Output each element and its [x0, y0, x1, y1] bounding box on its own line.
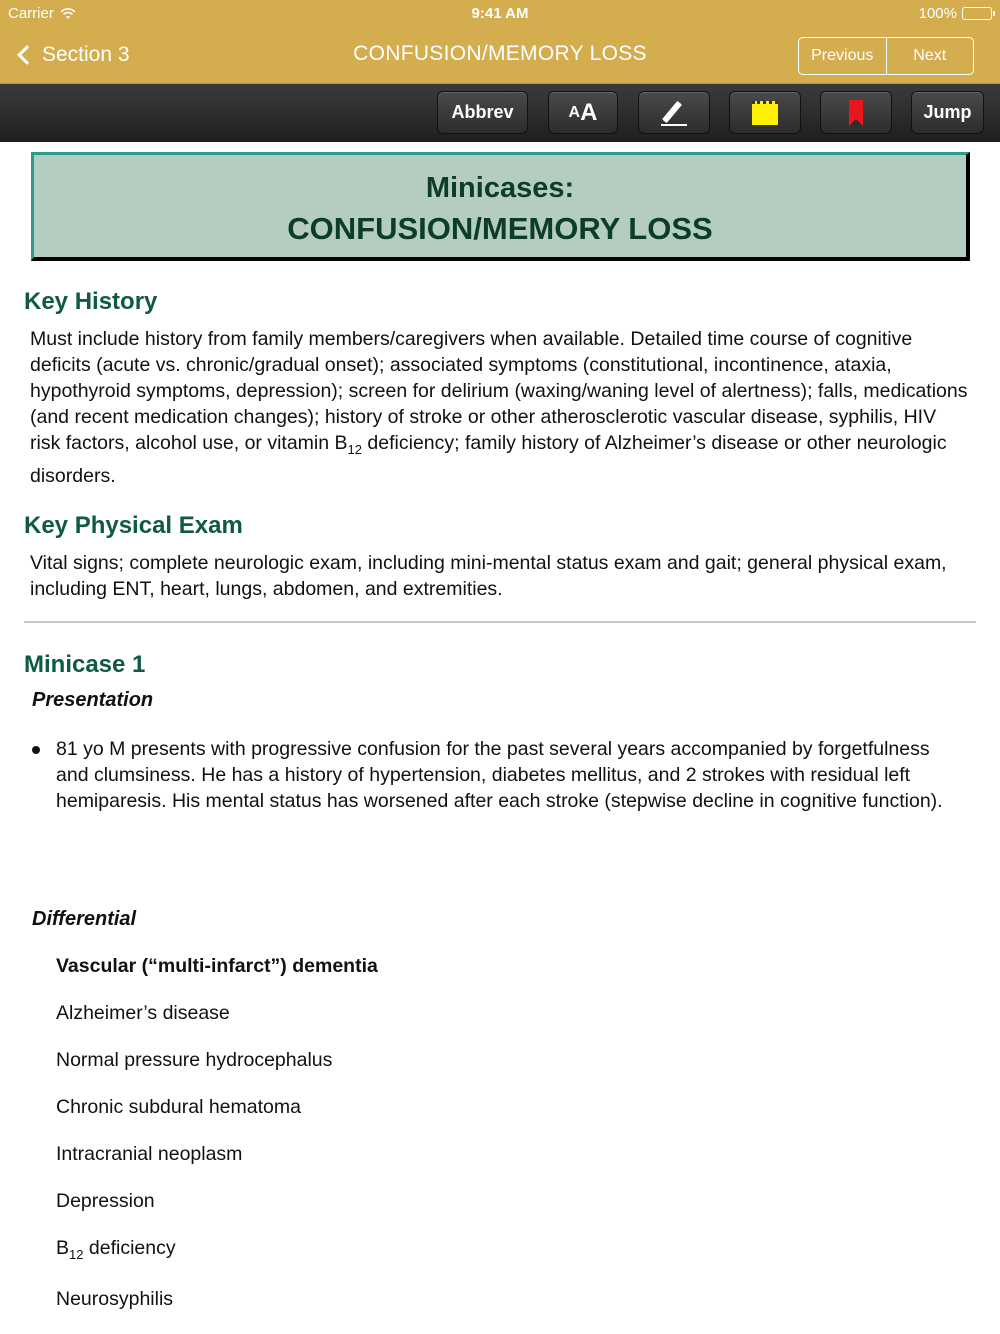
font-size-small-glyph: A: [568, 103, 581, 121]
battery-indicator: [919, 5, 992, 22]
toolbar: [0, 84, 1000, 142]
bullet-dot: [32, 746, 40, 754]
differential-item-alzheimers: Alzheimer’s disease: [56, 1002, 230, 1024]
presentation-bullet: [32, 736, 962, 814]
carrier-label: Carrier: [8, 5, 54, 22]
font-size-button[interactable]: [548, 91, 618, 134]
key-history-subscript: 12: [347, 442, 363, 457]
b12-subscript: 12: [69, 1247, 84, 1262]
key-physical-exam-text: Vital signs; complete neurologic exam, including mini-mental status exam and gait; general physical exam, including ENT, heart, lungs, abdomen, and extremities.: [30, 552, 947, 600]
b12-after: deficiency: [83, 1237, 176, 1259]
bookmark-button[interactable]: [820, 91, 892, 134]
key-history-text-part1: Must include history from family members/caregivers when available. Detailed time course of cognitive deficits (acute vs. chronic/gradual onset); associated symptoms (constitutional, incontinence, ataxia, hypothyroid symptoms, depression); screen for delirium (waxing/waning level of alertness); falls, medications (and recent medication changes); history of stroke or other atherosclerotic vascular disease, syphilis, HIV risk factors, alcohol use, or vitamin B: [30, 328, 968, 454]
key-history-text-part2: deficiency; family history of Alzheimer’s disease or other neurologic disorders.: [30, 432, 947, 487]
key-history-text: [30, 326, 970, 489]
section-divider: [24, 621, 976, 623]
key-physical-exam-heading: Key Physical Exam: [24, 512, 243, 539]
key-history-heading: Key History: [24, 288, 158, 315]
differential-item-neoplasm: Intracranial neoplasm: [56, 1143, 243, 1165]
navigation-bar: [0, 0, 1000, 84]
back-button-label: Section 3: [42, 43, 130, 66]
presentation-heading: Presentation: [32, 689, 154, 711]
prev-next-control: [798, 37, 974, 75]
section-banner: [31, 152, 970, 261]
presentation-text: 81 yo M presents with progressive confusion for the past several years accompanied by forgetfulness and clumsiness. He has a history of hypertension, diabetes mellitus, and 2 strokes with residual left hemiparesis. His mental status has worsened after each stroke (stepwise decline in cognitive function).: [56, 738, 943, 812]
battery-icon: [962, 7, 992, 20]
differential-item-nph: Normal pressure hydrocephalus: [56, 1049, 333, 1071]
next-button[interactable]: Next: [886, 38, 974, 74]
font-size-big-glyph: A: [580, 98, 598, 126]
banner-line-2: CONFUSION/MEMORY LOSS: [287, 211, 713, 246]
jump-button[interactable]: Jump: [911, 91, 984, 134]
clock: 9:41 AM: [471, 5, 529, 22]
differential-item-neurosyphilis: Neurosyphilis: [56, 1288, 174, 1310]
differential-heading: Differential: [32, 908, 137, 930]
note-icon: [752, 101, 778, 125]
differential-item-depression: Depression: [56, 1190, 155, 1212]
page-title: CONFUSION/MEMORY LOSS: [353, 42, 647, 65]
status-bar: [0, 0, 1000, 28]
note-button[interactable]: [729, 91, 801, 134]
abbrev-button[interactable]: Abbrev: [437, 91, 528, 134]
pencil-icon: [659, 98, 689, 128]
previous-button[interactable]: Previous: [811, 47, 874, 64]
b12-text: B: [56, 1237, 70, 1259]
highlight-button[interactable]: [638, 91, 710, 134]
minicase-1-heading: Minicase 1: [24, 651, 146, 678]
differential-item-b12-deficiency: [56, 1237, 176, 1262]
bookmark-icon: [849, 100, 863, 126]
differential-item-subdural-hematoma: Chronic subdural hematoma: [56, 1096, 301, 1118]
banner-line-1: Minicases:: [425, 172, 575, 204]
differential-item-vascular-dementia: Vascular (“multi-infarct”) dementia: [56, 955, 378, 977]
battery-percent: 100%: [918, 5, 957, 22]
